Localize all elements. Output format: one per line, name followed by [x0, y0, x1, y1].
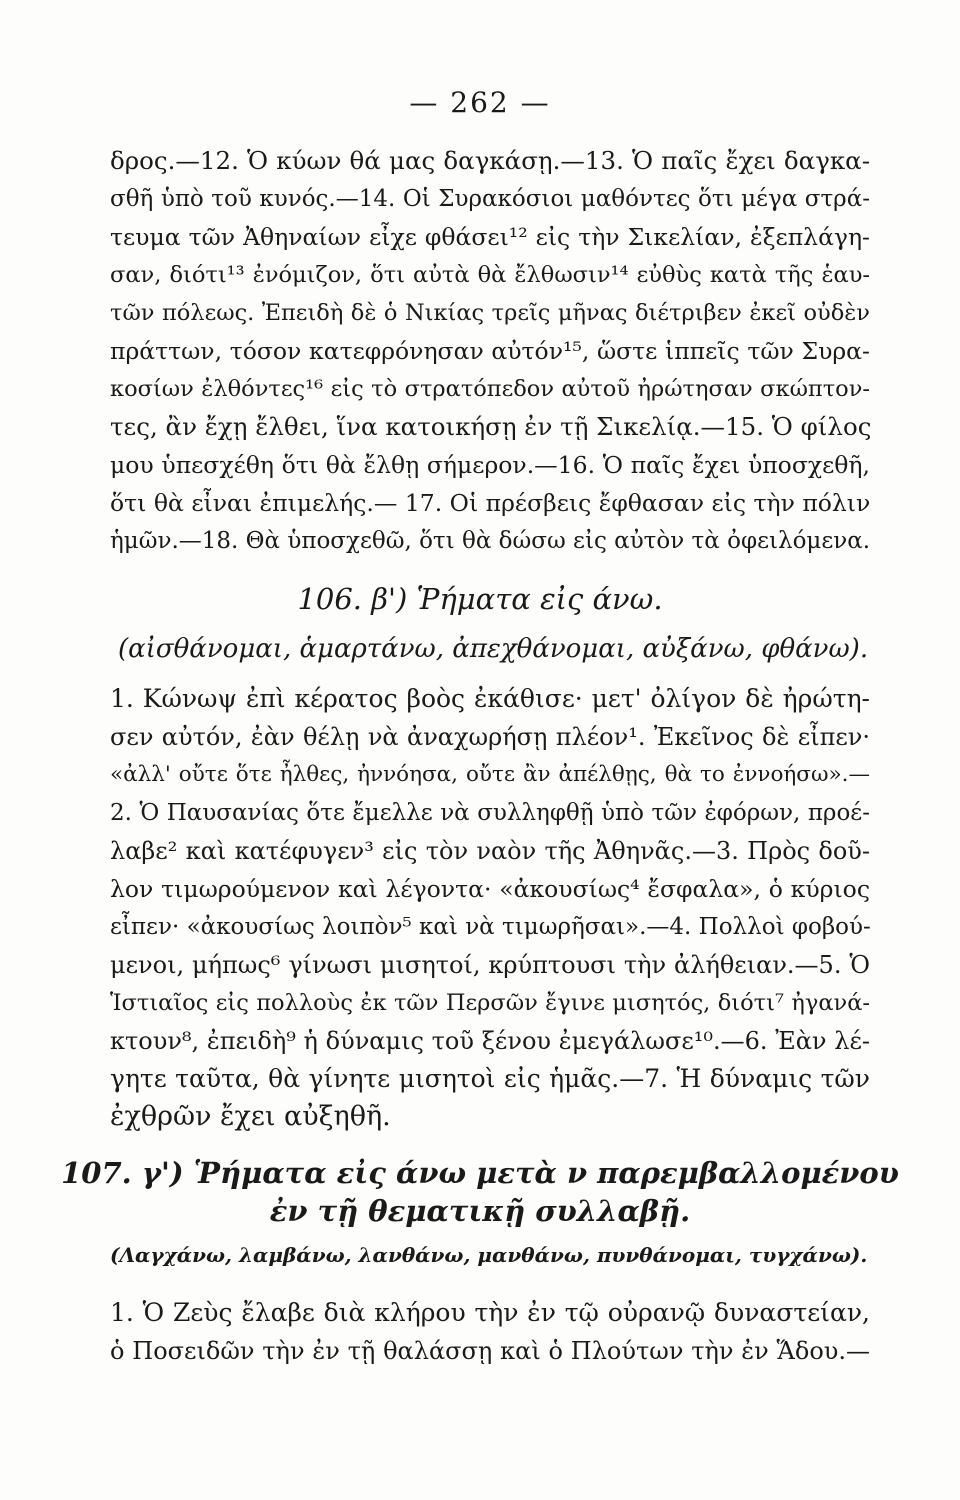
exercise-block-106	[110, 680, 870, 1136]
section-107-title-continued: ἐν τῇ θεματικῇ συλλαβῇ.	[269, 1194, 691, 1228]
text-line: σαν, διότι¹³ ἐνόμιζον, ὅτι αὐτὰ θὰ ἔλθωσιν¹⁴ εὐθὺς κατὰ τῆς ἑαυ-	[110, 262, 870, 288]
text-line: γητε ταῦτα, θὰ γίνητε μισητοὶ εἰς ἡμᾶς.—7. Ἡ δύναμις τῶν	[110, 1064, 870, 1093]
text-line: λαβε² καὶ κατέφυγεν³ εἰς τὸν ναὸν τῆς Ἀθηνᾶς.—3. Πρὸς δοῦ-	[110, 837, 870, 865]
text-line: «ἀλλ' οὔτε ὅτε ἦλθες, ἠννόησα, οὔτε ἂν ἀπέλθῃς, θὰ το ἐννοήσω».—	[110, 762, 870, 787]
exercise-block-105	[110, 142, 870, 560]
text-line: κτουν⁸, ἐπειδὴ⁹ ἡ δύναμις τοῦ ξένου ἐμεγάλωσε¹⁰.—6. Ἐὰν λέ-	[110, 1027, 870, 1055]
text-line: ἡμῶν.—18. Θὰ ὑποσχεθῶ, ὅτι θὰ δώσω εἰς αὐτὸν τὰ ὀφειλόμενα.	[110, 528, 871, 554]
section-106-verbs: (αἰσθάνομαι, ἁμαρτάνω, ἀπεχθάνομαι, αὐξάνω, φθάνω).	[118, 634, 869, 664]
text-line: εἶπεν· «ἀκουσίως λοιπὸν⁵ καὶ νὰ τιμωρῆσαι».—4. Πολλοὶ φοβού-	[110, 914, 871, 940]
text-line: ὁ Ποσειδῶν τὴν ἐν τῇ θαλάσσῃ καὶ ὁ Πλούτων τὴν ἐν Ἅδου.—	[110, 1337, 870, 1365]
exercise-block-107	[110, 1294, 870, 1370]
text-line: Ἱστιαῖος εἰς πολλοὺς ἐκ τῶν Περσῶν ἔγινε μισητός, διότι⁷ ἠγανά-	[110, 990, 870, 1016]
text-line: 1. Ὁ Ζεὺς ἔλαβε διὰ κλήρου τὴν ἐν τῷ οὐρανῷ δυναστείαν,	[110, 1298, 870, 1327]
text-line: δρος.—12. Ὁ κύων θά μας δαγκάσῃ.—13. Ὁ παῖς ἔχει δαγκα-	[110, 146, 870, 175]
text-line: τῶν πόλεως. Ἐπειδὴ δὲ ὁ Νικίας τρεῖς μῆνας διέτριβεν ἐκεῖ οὐδὲν	[110, 300, 870, 326]
text-line: κοσίων ἐλθόντες¹⁶ εἰς τὸ στρατόπεδον αὐτοῦ ἠρώτησαν σκώπτον-	[110, 376, 870, 402]
text-line: 2. Ὁ Παυσανίας ὅτε ἔμελλε νὰ συλληφθῇ ὑπὸ τῶν ἐφόρων, προέ-	[110, 800, 870, 826]
text-line: 1. Κώνωψ ἐπὶ κέρατος βοὸς ἐκάθισε· μετ' ὀλίγον δὲ ἠρώτη-	[110, 684, 870, 713]
text-line: σεν αὐτόν, ἐὰν θέλῃ νὰ ἀναχωρήσῃ πλέον¹. Ἐκεῖνος δὲ εἶπεν·	[110, 723, 870, 751]
text-line: σθῆ ὑπὸ τοῦ κυνός.—14. Οἱ Συρακόσιοι μαθόντες ὅτι μέγα στρά-	[110, 186, 870, 212]
text-line: τες, ἂν ἔχῃ ἔλθει, ἵνα κατοικήσῃ ἐν τῇ Σικελίᾳ.—15. Ὁ φίλος	[110, 412, 872, 441]
text-line: πράττων, τόσον κατεφρόνησαν αὐτόν¹⁵, ὥστε ἱππεῖς τῶν Συρα-	[110, 337, 870, 365]
text-line: μου ὑπεσχέθη ὅτι θὰ ἔλθῃ σήμερον.—16. Ὁ παῖς ἔχει ὑποσχεθῆ,	[110, 451, 870, 479]
section-107-title: 107. γ') Ῥήματα εἰς άνω μετὰ ν παρεμβαλλομένου	[61, 1156, 899, 1190]
section-106-title: 106. β') Ῥήματα εἰς άνω.	[297, 582, 663, 616]
text-line: μενοι, μήπως⁶ γίνωσι μισητοί, κρύπτουσι τὴν ἀλήθειαν.—5. Ὁ	[110, 951, 870, 979]
text-line: τευμα τῶν Ἀθηναίων εἶχε φθάσει¹² εἰς τὴν Σικελίαν, ἐξεπλάγη-	[110, 223, 870, 251]
section-107-verbs: (Λαγχάνω, λαμβάνω, λανθάνω, μανθάνω, πυνθάνομαι, τυγχάνω).	[110, 1243, 868, 1267]
page-number: — 262 —	[409, 86, 551, 119]
text-line: ἐχθρῶν ἔχει αὐξηθῆ.	[110, 1101, 391, 1132]
text-line: λον τιμωρούμενον καὶ λέγοντα· «ἀκουσίως⁴ ἔσφαλα», ὁ κύριος	[110, 875, 870, 903]
text-line: ὅτι θὰ εἶναι ἐπιμελής.— 17. Οἱ πρέσβεις ἔφθασαν εἰς τὴν πόλιν	[110, 489, 871, 517]
